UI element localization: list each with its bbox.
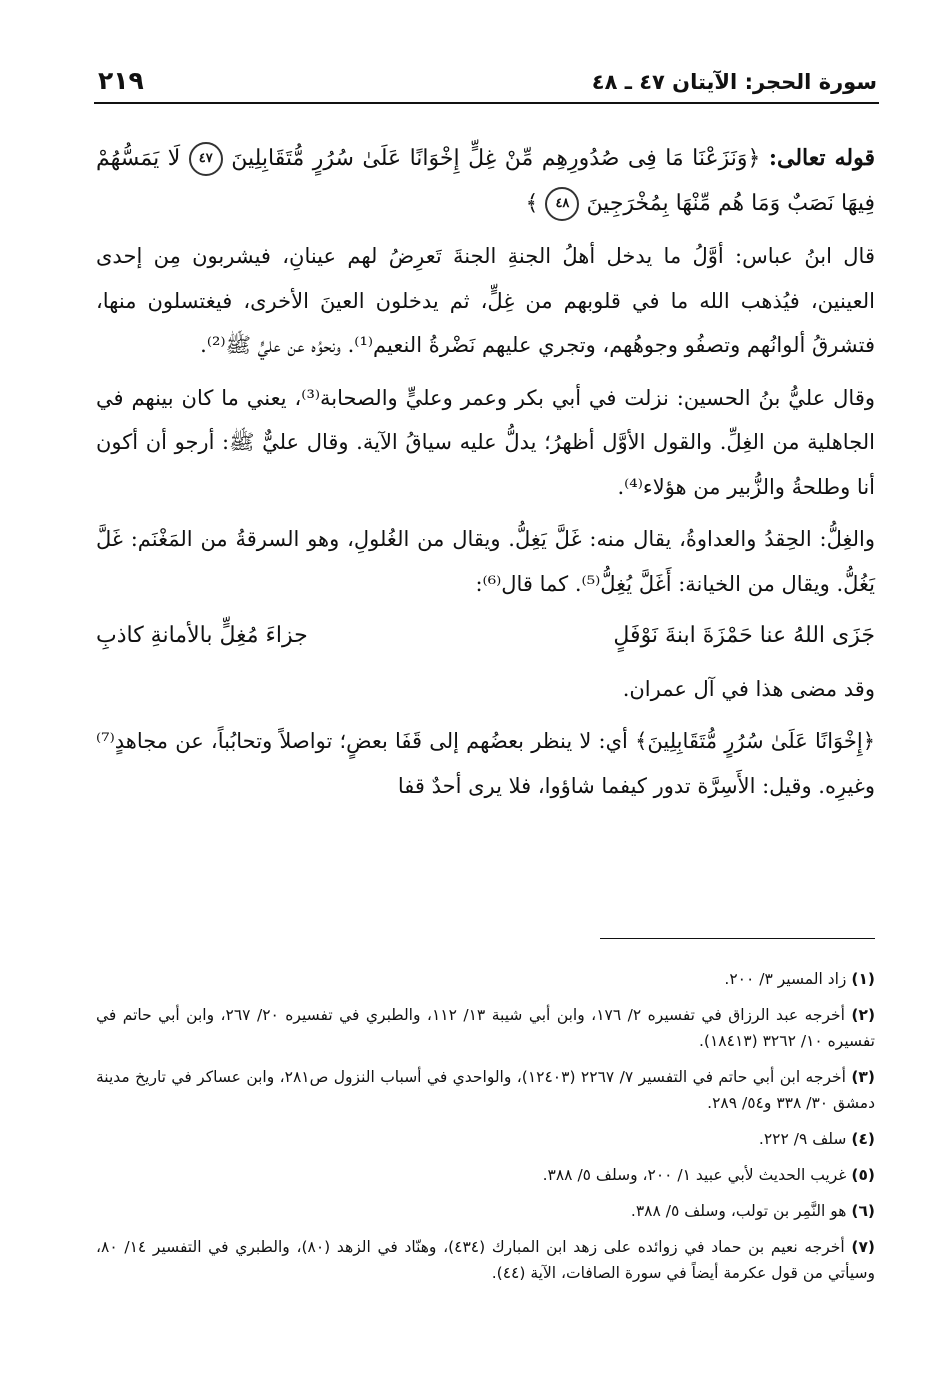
running-header-title: سورة الحجر: الآيتان ٤٧ ـ ٤٨ [591, 70, 877, 94]
footnote-text: هو النَّمِر بن تولب، وسلف ٥/ ٣٨٨. [630, 1202, 847, 1220]
footnote-number: (٧) [851, 1238, 876, 1256]
ayah-48-marker: ٤٨ [545, 187, 579, 221]
header-rule [94, 102, 879, 104]
footnote-number: (١) [851, 970, 875, 988]
verse-lead: قوله تعالى: [768, 145, 875, 171]
poem-hemistich-left: جزاءَ مُغِلٍّ بالأمانةِ كاذبِ [96, 623, 308, 648]
footnote-6 [96, 1198, 875, 1224]
page-number: ٢١٩ [98, 66, 144, 95]
footnote-text: سلف ٩/ ٢٢٢. [758, 1130, 847, 1148]
paragraph-5: ﴿إِخْوَانًا عَلَىٰ سُرُرٍ مُّتَقَابِلِينَ﴾ أي: لا ينظر بعضُهم إلى قَفَا بعضٍ؛ تواصلاً وتحابُباً، عن مجاهدٍ⁽⁷⁾ وغيرِه. وقيل: الأَسِرَّة تدور كيفما شاؤوا، فلا يرى أحدٌ قفا [96, 729, 875, 798]
footnote-number: (٢) [851, 1006, 876, 1024]
verse-close: ﴾ [525, 190, 539, 216]
footnote-3 [96, 1064, 875, 1116]
footnotes [96, 966, 875, 1296]
footnote-number: (٥) [851, 1166, 875, 1184]
paragraph-4: وقد مضى هذا في آل عمران. [622, 676, 875, 701]
verse-text-2: لَا يَمَسُّهُمْ فِيهَا نَصَبٌ وَمَا هُم مِّنْهَا بِمُخْرَجِينَ [96, 146, 875, 216]
paragraph-1: قال ابنُ عباس: أوَّلُ ما يدخل أهلُ الجنةِ الجنةَ تَعرِضُ لهم عينانِ، فيشربون مِن إحدى العينين، فيُذهب الله ما في قلوبهم من غِلٍّ، ثم يدخلون العينَ الأخرى، فيغتسلون منها، فتشرقُ ألوانُهم وتصفُو وجوهُهم، وتجري عليهم نَضْرةُ النعيم⁽¹⁾. ونحوُه عن عليٍّ ﷺ⁽²⁾. [96, 244, 875, 357]
footnote-number: (٦) [851, 1202, 875, 1220]
paragraph-2: وقال عليُّ بنُ الحسين: نزلت في أبي بكر وعمر وعليٍّ والصحابة⁽³⁾، يعني ما كان بينهم في الجاهلية من الغِلِّ. والقول الأوَّل أظهرُ؛ يدلُّ عليه سياقُ الآية. وقال عليٌّ ﷺ: أرجو أن أكون أنا وطلحةُ والزُّبير من هؤلاء⁽⁴⁾. [96, 385, 876, 499]
footnote-number: (٤) [851, 1130, 875, 1148]
footnote-5 [96, 1162, 875, 1188]
poem-hemistich-right: جَزَى اللهُ عنا حَمْزَةَ ابنةَ نَوْفَلٍ [613, 623, 875, 648]
footnote-1 [96, 966, 875, 992]
footnote-text: أخرجه نعيم بن حماد في زوائده على زهد ابن المبارك (٤٣٤)، وهنّاد في الزهد (٨٠)، والطبري في التفسير ١٤/ ٨٠، وسيأتي من قول عكرمة أيضاً في سورة الصافات، الآية (٤٤). [96, 1238, 875, 1282]
footnote-text: غريب الحديث لأبي عبيد ١/ ٢٠٠، وسلف ٥/ ٣٨٨. [542, 1166, 847, 1184]
footnote-7 [96, 1234, 875, 1286]
footnote-4 [96, 1126, 875, 1152]
quran-verse-block [96, 136, 875, 226]
main-text [96, 136, 875, 816]
footnote-number: (٣) [851, 1068, 875, 1086]
verse-text: ﴿وَنَزَعْنَا مَا فِى صُدُورِهِم مِّنْ غِلٍّ إِخْوَانًا عَلَىٰ سُرُرٍ مُّتَقَابِلِينَ [231, 146, 761, 171]
footnote-rule [600, 938, 875, 939]
footnote-text: أخرجه عبد الرزاق في تفسيره ٢/ ١٧٦، وابن أبي شيبة ١٣/ ١١٢، والطبري في تفسيره ٢٠/ ٢٦٧، وابن أبي حاتم في تفسيره ١٠/ ٣٢٦٢ (١٨٤١٣). [96, 1006, 875, 1050]
footnote-2 [96, 1002, 875, 1054]
footnote-text: أخرجه ابن أبي حاتم في التفسير ٧/ ٢٢٦٧ (١٢٤٠٣)، والواحدي في أسباب النزول ص٢٨١، وابن عساكر في تاريخ مدينة دمشق ٣٠/ ٣٣٨ و٥٤/ ٢٨٩. [96, 1068, 875, 1112]
ayah-47-marker: ٤٧ [189, 142, 223, 176]
paragraph-3: والغِلُّ: الحِقدُ والعداوةُ، يقال منه: غَلَّ يَغِلُّ. ويقال من الغُلولِ، وهو السرقةُ من المَغْنَم: غَلَّ يَغُلُّ. ويقال من الخيانة: أَغَلَّ يُغِلُّ⁽⁵⁾. كما قال⁽⁶⁾: [96, 527, 875, 596]
poem-verse [96, 614, 875, 659]
footnote-text: زاد المسير ٣/ ٢٠٠. [724, 970, 847, 988]
